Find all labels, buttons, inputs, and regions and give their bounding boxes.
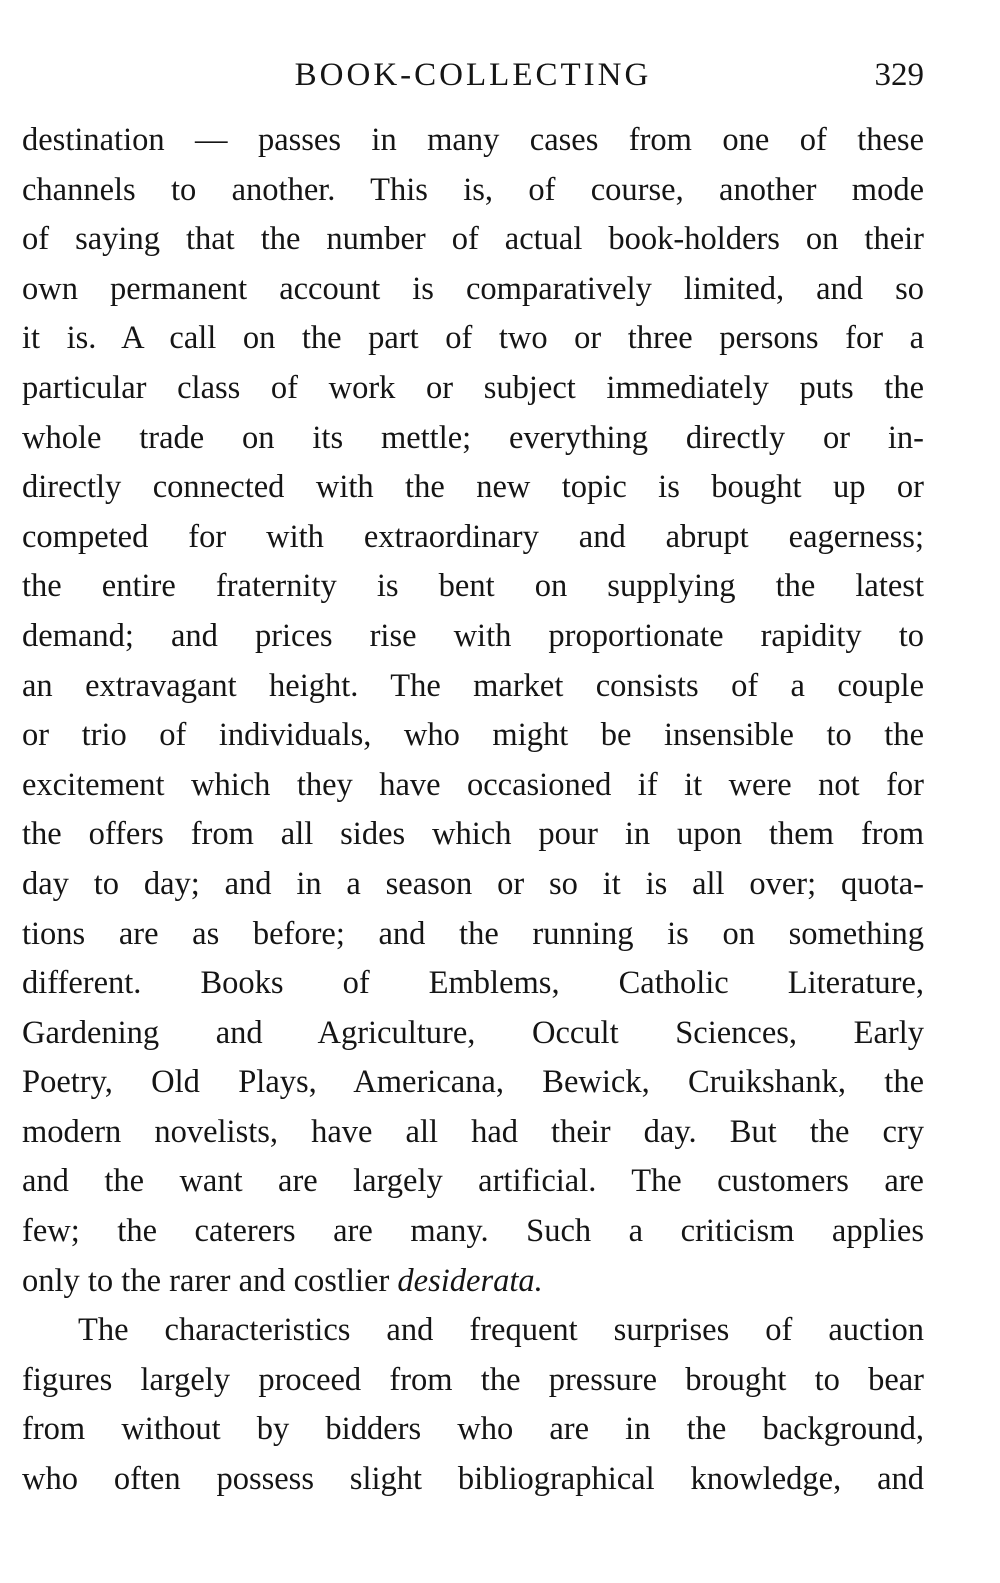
text-line: an extravagant height. The market consists of a couple <box>22 667 924 704</box>
text-line: who often possess slight bibliographical knowledge, and <box>22 1461 924 1498</box>
text-line: and the want are largely artificial. The customers are <box>22 1163 924 1200</box>
text-line: day to day; and in a season or so it is all over; quota- <box>22 865 924 902</box>
text-line: own permanent account is comparatively limited, and so <box>22 270 924 307</box>
text-line: few; the caterers are many. Such a criticism applies <box>22 1213 924 1250</box>
text-line: modern novelists, have all had their day. But the cry <box>22 1113 924 1150</box>
running-title: BOOK-COLLECTING <box>294 57 652 93</box>
book-page <box>22 0 924 1583</box>
text-line: tions are as before; and the running is on something <box>22 915 924 952</box>
paragraph-2 <box>22 1306 924 1504</box>
text-line-prefix: only to the rarer and costlier <box>22 1262 398 1299</box>
italic-term: desiderata. <box>397 1262 543 1299</box>
text-line: Gardening and Agriculture, Occult Sciences, Early <box>22 1014 924 1051</box>
text-line: it is. A call on the part of two or three persons for a <box>22 320 924 357</box>
text-line <box>22 1257 924 1307</box>
text-line: demand; and prices rise with proportionate rapidity to <box>22 617 924 654</box>
text-line: figures largely proceed from the pressure brought to bear <box>22 1361 924 1398</box>
running-head <box>22 50 924 100</box>
text-line: Poetry, Old Plays, Americana, Bewick, Cruikshank, the <box>22 1064 924 1101</box>
text-line: destination — passes in many cases from one of these <box>22 122 924 158</box>
text-line: excitement which they have occasioned if it were not for <box>22 766 924 803</box>
text-line: channels to another. This is, of course, another mode <box>22 171 924 208</box>
text-line: the offers from all sides which pour in upon them from <box>22 816 924 853</box>
text-line: particular class of work or subject immediately puts the <box>22 369 924 406</box>
text-line: of saying that the number of actual book-holders on their <box>22 221 924 258</box>
text-line: whole trade on its mettle; everything directly or in- <box>22 419 924 456</box>
text-line: directly connected with the new topic is bought up or <box>22 469 924 506</box>
text-line: the entire fraternity is bent on supplying the latest <box>22 568 924 605</box>
page-number: 329 <box>874 57 924 93</box>
text-line: different. Books of Emblems, Catholic Literature, <box>22 965 924 1002</box>
text-line: The characteristics and frequent surprises of auction <box>78 1312 924 1349</box>
paragraph-1 <box>22 116 924 1306</box>
body-text <box>22 116 924 1505</box>
text-line: from without by bidders who are in the background, <box>22 1411 924 1448</box>
text-line: or trio of individuals, who might be insensible to the <box>22 717 924 754</box>
text-line: competed for with extraordinary and abrupt eagerness; <box>22 518 924 555</box>
